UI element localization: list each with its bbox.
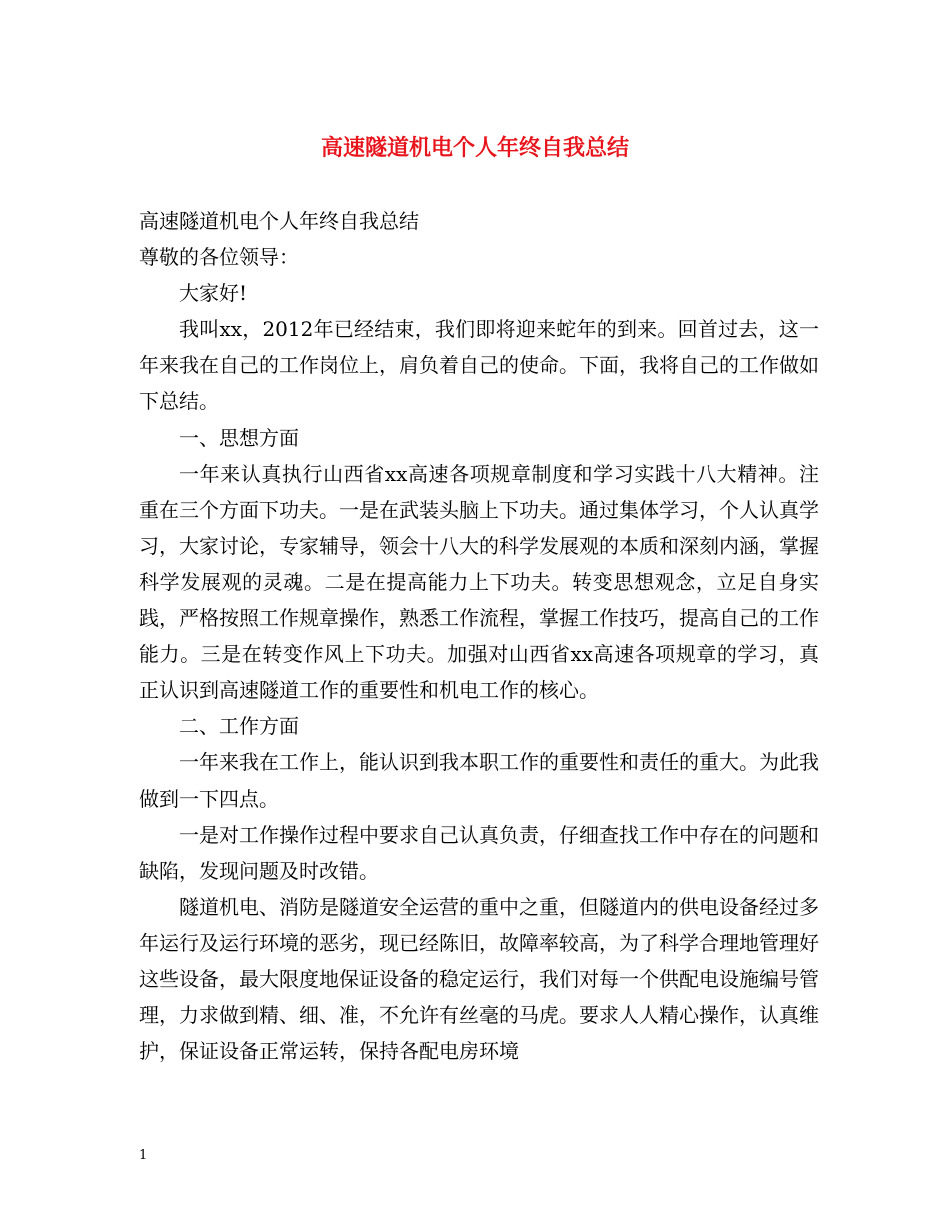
section-heading-thought: 一、思想方面	[179, 425, 299, 450]
paragraph-work-intro: 一年来我在工作上，能认识到我本职工作的重要性和责任的重大。为此我做到一下四点。	[139, 750, 819, 811]
paragraph-intro: 我叫xx，2012年已经结束，我们即将迎来蛇年的到来。回首过去，这一年来我在自己的工作岗位上，肩负着自己的使命。下面，我将自己的工作做如下总结。	[139, 317, 819, 414]
paragraph-salutation: 尊敬的各位领导：	[139, 245, 299, 270]
paragraph-tunnel-equipment: 隧道机电、消防是隧道安全运营的重中之重，但隧道内的供电设备经过多年运行及运行环境的恶劣，现已经陈旧，故障率较高，为了科学合理地管理好这些设备，最大限度地保证设备的稳定运行，我们对每一个供配电设施编号管理，力求做到精、细、准，不允许有丝毫的马虎。要求人人精心操作，认真维护，保证设备正常运转，保持各配电房环境	[139, 894, 819, 1064]
document-body	[139, 203, 819, 1069]
paragraph-work-point-1: 一是对工作操作过程中要求自己认真负责，仔细查找工作中存在的问题和缺陷，发现问题及时改错。	[139, 822, 819, 883]
paragraph-thought: 一年来认真执行山西省xx高速各项规章制度和学习实践十八大精神。注重在三个方面下功夫。一是在武装头脑上下功夫。通过集体学习，个人认真学习，大家讨论，专家辅导，领会十八大的科学发展观的本质和深刻内涵，掌握科学发展观的灵魂。二是在提高能力上下功夫。转变思想观念，立足自身实践，严格按照工作规章操作，熟悉工作流程，掌握工作技巧，提高自己的工作能力。三是在转变作风上下功夫。加强对山西省xx高速各项规章的学习，真正认识到高速隧道工作的重要性和机电工作的核心。	[139, 461, 819, 703]
page-number: 1	[139, 1148, 148, 1163]
paragraph-subtitle: 高速隧道机电个人年终自我总结	[139, 209, 419, 233]
page-title: 高速隧道机电个人年终自我总结	[320, 135, 629, 161]
paragraph-greeting: 大家好!	[179, 281, 248, 306]
section-heading-work: 二、工作方面	[179, 714, 299, 739]
